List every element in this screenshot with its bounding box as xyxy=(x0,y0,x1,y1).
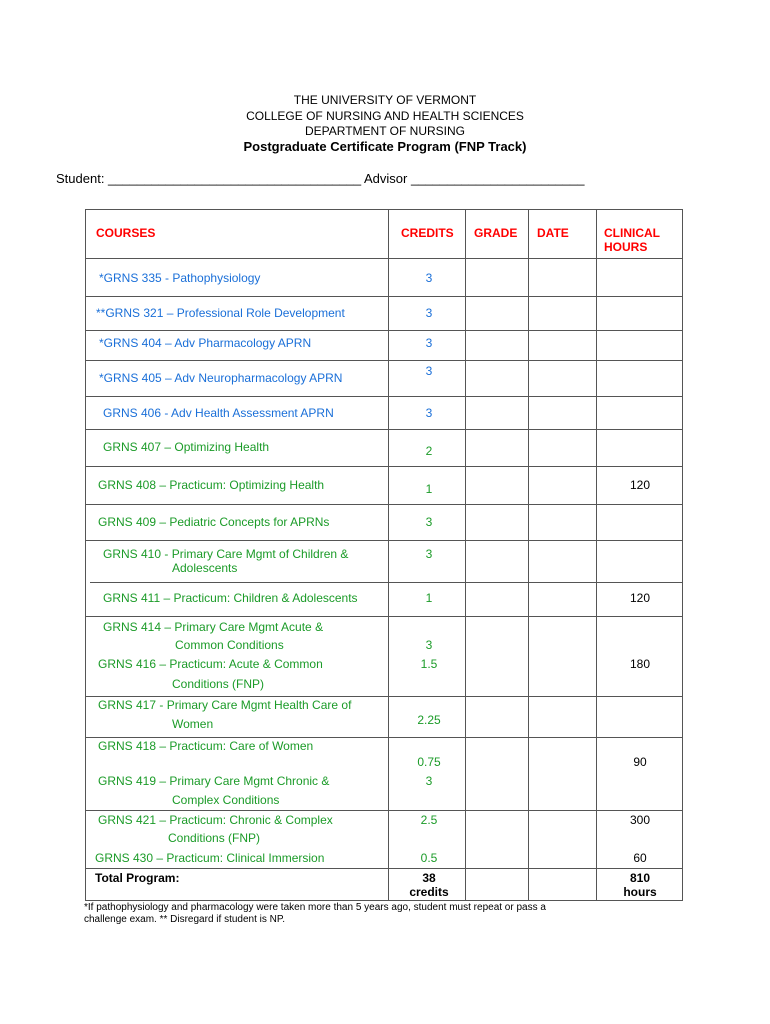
row-rule xyxy=(85,296,683,297)
course-credits: 2.5 xyxy=(420,813,438,827)
course-credits: 0.75 xyxy=(417,755,441,769)
course-name-cont: Adolescents xyxy=(172,561,238,575)
course-credits: 3 xyxy=(425,364,433,378)
course-hours: 120 xyxy=(629,478,651,492)
row-rule xyxy=(85,540,683,541)
course-name: GRNS 414 – Primary Care Mgmt Acute & xyxy=(103,620,324,634)
course-name: GRNS 409 – Pediatric Concepts for APRNs xyxy=(98,515,330,529)
row-rule xyxy=(85,696,683,697)
course-name-cont: Women xyxy=(172,717,214,731)
col-header-date: DATE xyxy=(537,226,569,240)
course-name: GRNS 411 – Practicum: Children & Adolescents xyxy=(103,591,358,605)
course-name-cont: Complex Conditions xyxy=(172,793,280,807)
course-name: GRNS 410 - Primary Care Mgmt of Children & xyxy=(103,547,349,561)
course-name: GRNS 408 – Practicum: Optimizing Health xyxy=(98,478,325,492)
row-rule xyxy=(85,330,683,331)
course-hours: 60 xyxy=(633,851,647,865)
course-name: GRNS 419 – Primary Care Mgmt Chronic & xyxy=(98,774,330,788)
row-rule xyxy=(90,582,683,583)
course-credits: 3 xyxy=(425,271,433,285)
total-credits: 38 xyxy=(422,871,436,885)
course-credits: 1 xyxy=(425,591,433,605)
department-name: DEPARTMENT OF NURSING xyxy=(304,124,465,138)
course-credits: 3 xyxy=(425,406,433,420)
footnote-line1: *If pathophysiology and pharmacology were taken more than 5 years ago, student must repeat or pass a xyxy=(84,902,546,913)
college-name: COLLEGE OF NURSING AND HEALTH SCIENCES xyxy=(246,109,524,123)
header-rule xyxy=(85,258,683,259)
divider-date xyxy=(528,209,529,901)
course-name: *GRNS 335 - Pathophysiology xyxy=(99,271,261,285)
row-rule xyxy=(85,466,683,467)
col-header-hours: HOURS xyxy=(604,240,648,254)
course-name: *GRNS 405 – Adv Neuropharmacology APRN xyxy=(99,371,343,385)
course-name: GRNS 430 – Practicum: Clinical Immersion xyxy=(95,851,325,865)
course-credits: 1.5 xyxy=(420,657,438,671)
total-label: Total Program: xyxy=(95,871,180,885)
course-name: GRNS 421 – Practicum: Chronic & Complex xyxy=(98,813,333,827)
course-name-cont: Common Conditions xyxy=(175,638,284,652)
course-credits: 3 xyxy=(425,547,433,561)
course-name: GRNS 406 - Adv Health Assessment APRN xyxy=(103,406,334,420)
course-hours: 90 xyxy=(633,755,647,769)
col-header-credits: CREDITS xyxy=(401,226,454,240)
divider-credits xyxy=(388,209,389,901)
course-credits: 3 xyxy=(425,638,433,652)
course-credits: 1 xyxy=(425,482,433,496)
course-credits: 0.5 xyxy=(420,851,438,865)
course-credits: 3 xyxy=(425,306,433,320)
row-rule xyxy=(85,396,683,397)
course-hours: 180 xyxy=(629,657,651,671)
total-hours-unit: hours xyxy=(623,885,657,899)
divider-grade xyxy=(465,209,466,901)
course-name: *GRNS 404 – Adv Pharmacology APRN xyxy=(99,336,312,350)
row-rule xyxy=(85,616,683,617)
course-name: GRNS 407 – Optimizing Health xyxy=(103,440,270,454)
footnote-line2: challenge exam. ** Disregard if student is NP. xyxy=(84,914,286,925)
course-credits: 2 xyxy=(425,444,433,458)
row-rule xyxy=(85,504,683,505)
divider-hours xyxy=(596,209,597,901)
course-name: GRNS 416 – Practicum: Acute & Common xyxy=(98,657,323,671)
total-credits-unit: credits xyxy=(409,885,449,899)
row-rule xyxy=(85,868,683,869)
course-credits: 2.25 xyxy=(417,713,441,727)
row-rule xyxy=(85,429,683,430)
course-credits: 3 xyxy=(425,336,433,350)
university-name: THE UNIVERSITY OF VERMONT xyxy=(293,93,477,107)
course-name-cont: Conditions (FNP) xyxy=(168,831,261,845)
course-hours: 120 xyxy=(629,591,651,605)
course-name: GRNS 418 – Practicum: Care of Women xyxy=(98,739,314,753)
course-name: GRNS 417 - Primary Care Mgmt Health Care of xyxy=(98,698,352,712)
row-rule xyxy=(85,810,683,811)
col-header-clinical: CLINICAL xyxy=(604,226,660,240)
course-name-cont: Conditions (FNP) xyxy=(172,677,265,691)
row-rule xyxy=(85,360,683,361)
row-rule xyxy=(85,737,683,738)
col-header-grade: GRADE xyxy=(474,226,518,240)
student-advisor-line: Student: ___________________________________ Advisor ________________________ xyxy=(56,171,585,186)
course-credits: 3 xyxy=(425,515,433,529)
total-hours: 810 xyxy=(629,871,651,885)
course-credits: 3 xyxy=(425,774,433,788)
course-name: **GRNS 321 – Professional Role Development xyxy=(96,306,345,320)
course-hours: 300 xyxy=(629,813,651,827)
col-header-courses: COURSES xyxy=(96,226,156,240)
page-title: Postgraduate Certificate Program (FNP Track) xyxy=(243,139,527,154)
